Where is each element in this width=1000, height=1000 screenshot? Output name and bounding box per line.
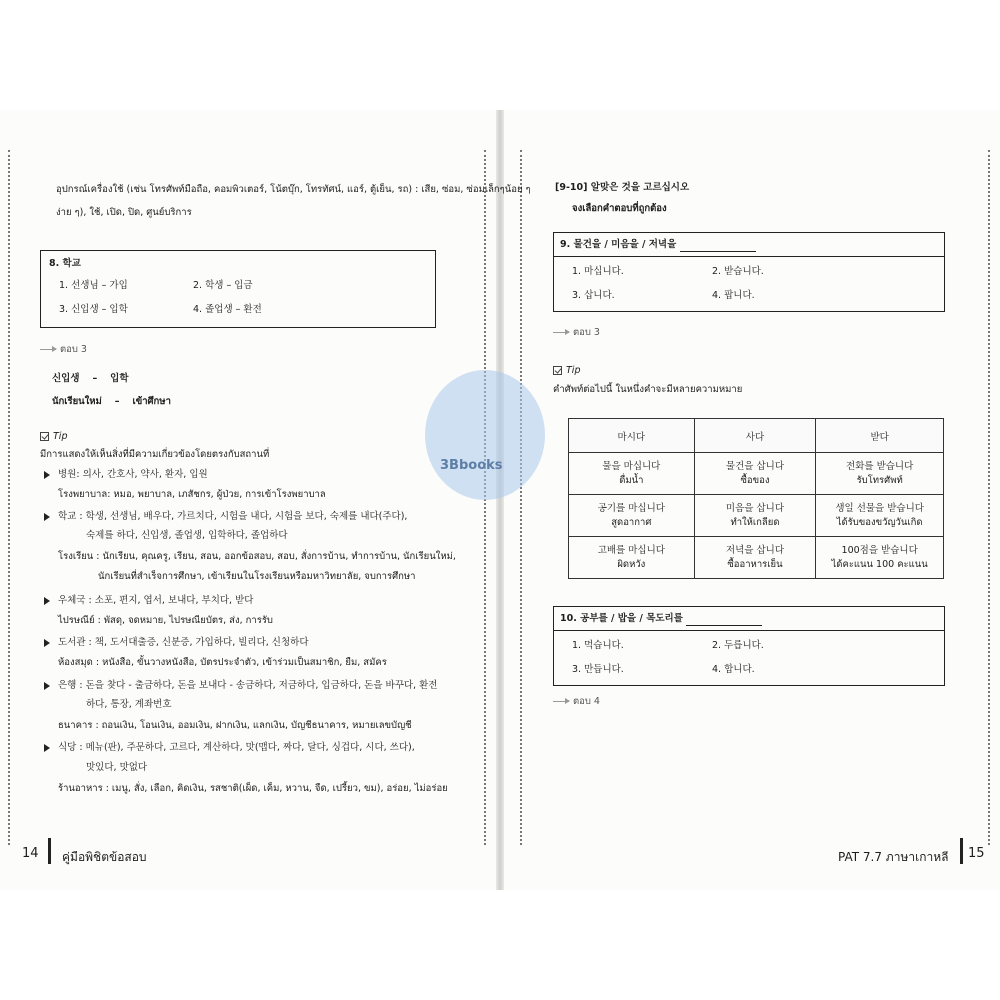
question-8-title: 8. 학교 [49,258,81,269]
pair-korean-word: 신입생 [52,373,80,384]
entry-library-th: ห้องสมุด : หนังสือ, ขั้นวางหนังสือ, บัตรประจำตัว, เข้าร่วมเป็นสมาชิก, ยืม, สมัคร [58,657,387,668]
book-gutter [496,110,504,890]
checkbox-icon [553,366,562,375]
instruction-korean: [9-10] 알맞은 것을 고르십시오 [555,182,690,193]
arrow-icon [553,332,569,333]
cell-thai: ทำให้เกลียด [730,516,780,528]
pair-thai-word: นักเรียนใหม่ [52,396,102,407]
cell-korean: 물을 마십니다 [602,460,661,472]
answer-8-text: ตอบ 3 [60,344,87,355]
q9-option-1: 1. 마십니다. [572,266,624,277]
entry-text: 병원: 의사, 간호사, 약사, 환자, 입원 [58,469,208,480]
vocab-pair-korean [52,372,129,386]
table-cell [569,453,695,495]
entry-bank-ko-2: 하다, 통장, 계좌번호 [86,699,172,710]
entry-text: 우체국 : 소포, 편지, 엽서, 보내다, 부치다, 받다 [58,595,254,606]
tip-label: Tip [566,365,581,376]
right-margin-dotline [988,150,990,845]
cell-thai: ซื้ออาหารเย็น [727,558,783,570]
entry-hospital-th: โรงพยาบาล: หมอ, พยาบาล, เภสัชกร, ผู้ป่วย, การเข้าโรงพยาบาล [58,489,326,500]
entry-library-ko [44,636,309,650]
bullet-triangle-icon [44,744,50,752]
entry-text: 도서관 : 책, 도서대출증, 신분증, 가입하다, 빌리다, 신청하다 [58,637,309,648]
entry-bank-ko-1 [44,679,437,693]
tip-text-right: คำศัพท์ต่อไปนี้ ในหนึ่งคำจะมีหลายความหมาย [553,384,743,395]
table-cell [694,537,816,579]
answer-9-text: ตอบ 3 [573,327,600,338]
answer-8 [40,343,87,357]
bullet-triangle-icon [44,639,50,647]
watermark-circle [425,370,545,500]
right-inner-dotline [520,150,522,845]
bullet-triangle-icon [44,597,50,605]
q9-option-2: 2. 받습니다. [712,266,764,277]
entry-text: 식당 : 메뉴(판), 주문하다, 고르다, 계산하다, 맛(맵다, 짜다, 달다, 싱겁다, 시다, 쓰다), [58,742,415,753]
entry-postoffice-ko [44,594,253,608]
answer-blank [680,242,756,252]
footer-bar-left [48,838,51,864]
q8-option-1: 1. 선생님 – 가입 [59,280,128,291]
question-8-box [40,250,436,328]
cell-thai: ซื้อของ [740,474,770,486]
cell-korean: 생일 선물을 받습니다 [835,502,924,514]
table-cell [569,537,695,579]
left-page-number: 14 [22,846,39,861]
q9-option-3: 3. 삽니다. [572,290,615,301]
table-header: 마시다 [569,419,695,453]
right-footer-text: PAT 7.7 ภาษาเกาหลี [838,850,949,864]
tip-heading-left [40,430,67,444]
cell-korean: 100점을 받습니다 [841,544,918,556]
table-row [569,495,944,537]
table-cell [816,453,944,495]
entry-school-ko-2: 숙제를 하다, 신입생, 졸업생, 입학하다, 졸업하다 [86,530,288,541]
question-9-box [553,232,945,312]
pair-dash: – [114,396,120,407]
table-cell [816,495,944,537]
answer-blank [686,616,762,626]
entry-hospital-ko [44,468,208,482]
entry-restaurant-ko-2: 맛있다, 맛없다 [86,762,148,773]
intro-line-2: ง่าย ๆ), ใช้, เปิด, ปิด, ศูนย์บริการ [56,207,192,218]
cell-thai: ได้รับของขวัญวันเกิด [836,516,923,528]
entry-restaurant-ko-1 [44,741,415,755]
cell-thai: ได้คะแนน 100 คะแนน [831,558,928,570]
answer-9 [553,326,600,340]
bullet-triangle-icon [44,682,50,690]
instruction-thai: จงเลือกคำตอบที่ถูกต้อง [572,203,667,214]
cell-korean: 저녁을 삽니다 [725,544,785,556]
left-footer-text: คู่มือพิชิตข้อสอบ [62,850,147,864]
table-cell [694,453,816,495]
q8-option-4: 4. 졸업생 – 환전 [193,304,262,315]
question-9-text: 9. 물건을 / 미음을 / 저녁을 [560,239,677,250]
q8-option-2: 2. 학생 – 입금 [193,280,253,291]
question-10-text: 10. 공부를 / 밥을 / 목도리를 [560,613,683,624]
vocab-table [568,418,944,579]
cell-thai: ผิดหวัง [617,558,646,570]
entry-school-th-2: นักเรียนที่สำเร็จการศึกษา, เข้าเรียนในโรงเรียนหรือมหาวิทยาลัย, จบการศึกษา [98,571,416,582]
answer-10 [553,695,600,709]
entry-school-th-1: โรงเรียน : นักเรียน, คุณครู, เรียน, สอน, ออกข้อสอบ, สอบ, สั่งการบ้าน, ทำการบ้าน, นักเรียนใหม่, [58,551,456,562]
table-header: 받다 [816,419,944,453]
cell-thai: รับโทรศัพท์ [856,474,903,486]
footer-bar-right [960,838,963,864]
pair-dash: – [92,373,98,384]
bullet-triangle-icon [44,471,50,479]
tip-label: Tip [53,431,68,442]
tip-heading-right [553,364,580,378]
question-9-title [560,238,756,252]
table-cell [694,495,816,537]
table-row [569,537,944,579]
left-margin-dotline [8,150,10,845]
question-10-box [553,606,945,686]
question-10-title [560,612,762,626]
q9-option-4: 4. 팝니다. [712,290,755,301]
bullet-triangle-icon [44,513,50,521]
arrow-icon [553,701,569,702]
pair-korean-meaning: 입학 [110,373,129,384]
watermark-logo: 3Bbooks [440,458,503,473]
right-page-number: 15 [968,846,985,861]
tip-intro-left: มีการแสดงให้เห็นสิ่งที่มีความเกี่ยวข้องโดยตรงกับสถานที่ [40,449,270,460]
table-row [569,453,944,495]
checkbox-icon [40,432,49,441]
cell-korean: 고배를 마십니다 [597,544,665,556]
q10-option-1: 1. 먹습니다. [572,640,624,651]
table-cell [816,537,944,579]
cell-korean: 공기를 마십니다 [597,502,665,514]
table-header-row [569,419,944,453]
question-10-header [554,607,944,631]
pair-thai-meaning: เข้าศึกษา [132,396,171,407]
answer-10-text: ตอบ 4 [573,696,600,707]
cell-thai: สูดอากาศ [611,516,652,528]
vocab-pair-thai [52,395,171,409]
q8-option-3: 3. 신입생 – 입학 [59,304,128,315]
table-header: 사다 [694,419,816,453]
question-9-header [554,233,944,257]
q10-option-3: 3. 만듭니다. [572,664,624,675]
entry-text: 학교 : 학생, 선생님, 배우다, 가르치다, 시험을 내다, 시험을 보다, 숙제를 내다(주다), [58,511,408,522]
cell-korean: 물건을 삽니다 [725,460,785,472]
cell-thai: ดื่มน้ำ [619,474,644,486]
arrow-icon [40,349,56,350]
entry-text: 은행 : 돈을 찾다 - 출금하다, 돈을 보내다 - 송금하다, 저금하다, 입금하다, 돈을 바꾸다, 환전 [58,680,438,691]
entry-school-ko-1 [44,510,407,524]
entry-bank-th: ธนาคาร : ถอนเงิน, โอนเงิน, ออมเงิน, ฝากเงิน, แลกเงิน, บัญชีธนาคาร, หมายเลขบัญชี [58,720,412,731]
q10-option-4: 4. 합니다. [712,664,755,675]
intro-line-1: อุปกรณ์เครื่องใช้ (เช่น โทรศัพท์มือถือ, คอมพิวเตอร์, โน้ตบุ๊ก, โทรทัศน์, แอร์, ตู้เย็น, รถ) : เสีย, ซ่อม, ซ่อมเล็กๆน้อย ๆ [56,184,531,195]
entry-postoffice-th: ไปรษณีย์ : พัสดุ, จดหมาย, ไปรษณียบัตร, ส่ง, การรับ [58,615,273,626]
cell-korean: 전화를 받습니다 [846,460,914,472]
q10-option-2: 2. 두릅니다. [712,640,764,651]
cell-korean: 미음을 삽니다 [725,502,785,514]
entry-restaurant-th: ร้านอาหาร : เมนู, สั่ง, เลือก, คิดเงิน, รสชาติ(เผ็ด, เค็ม, หวาน, จืด, เปรี้ยว, ขม), อร่อย, ไม่อร่อย [58,783,448,794]
table-cell [569,495,695,537]
